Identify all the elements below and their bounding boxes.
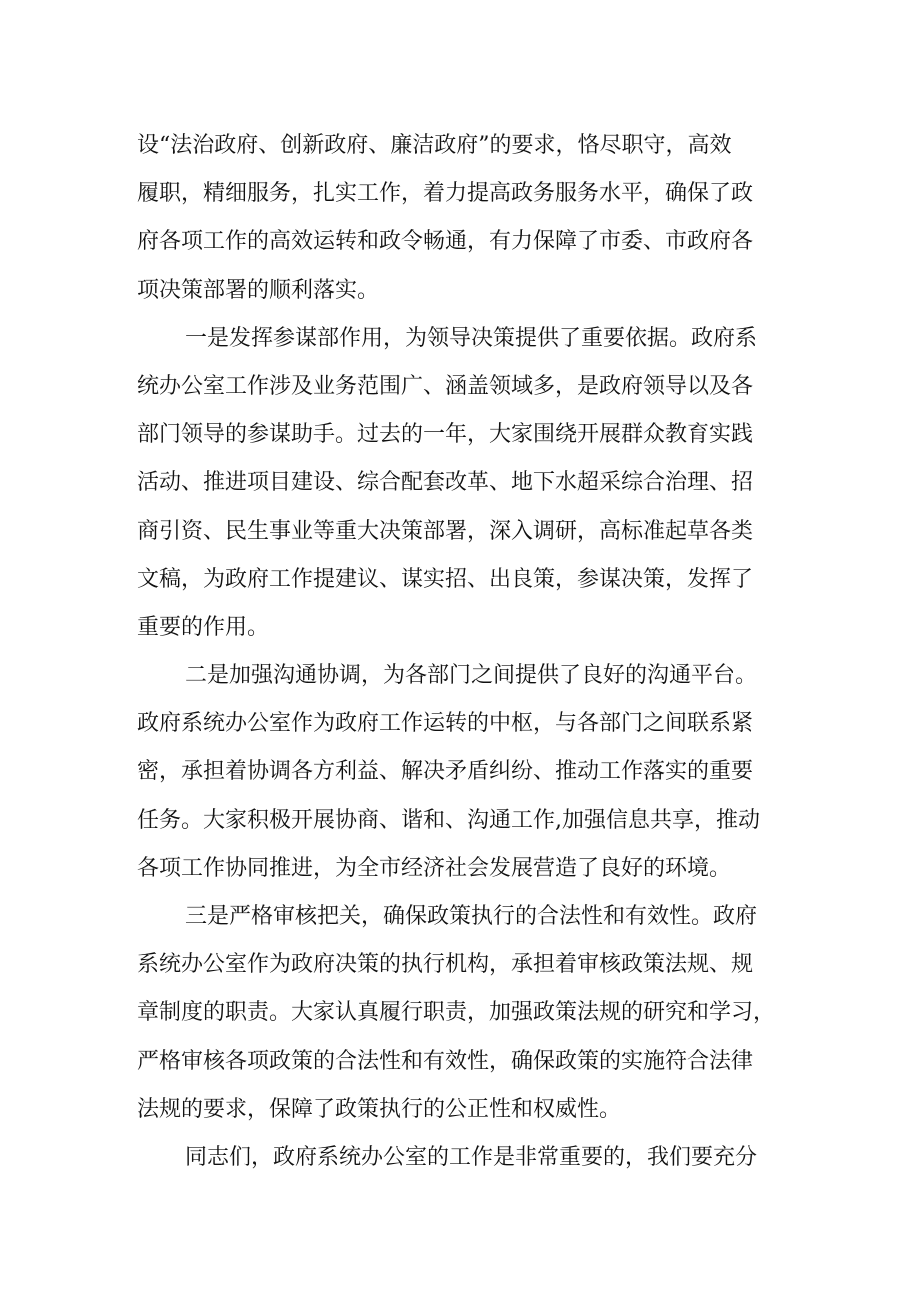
paragraph-line: 府各项工作的高效运转和政令畅通，有力保障了市委、市政府各: [137, 229, 754, 255]
paragraph-line: 法规的要求，保障了政策执行的公正性和权威性。: [137, 1096, 622, 1122]
paragraph-line: 设“法治政府、创新政府、廉洁政府”的要求，恪尽职守，高效: [137, 133, 732, 158]
paragraph-line: 统办公室工作涉及业务范围广、涵盖领域多，是政府领导以及各: [137, 373, 754, 399]
paragraph-line: 商引资、民生事业等重大决策部署，深入调研，高标准起草各类: [137, 518, 754, 544]
paragraph-line: 章制度的职责。大家认真履行职责，加强政策法规的研究和学习，: [137, 1000, 776, 1026]
paragraph-first-line: 同志们，政府系统办公室的工作是非常重要的，我们要充分: [185, 1144, 758, 1170]
paragraph-line: 部门领导的参谋助手。过去的一年，大家围绕开展群众教育实践: [137, 422, 754, 448]
paragraph-line: 密，承担着协调各方利益、解决矛盾纠纷、推动工作落实的重要: [137, 759, 754, 785]
paragraph-line: 履职，精细服务，扎实工作，着力提高政务服务水平，确保了政: [137, 181, 754, 207]
paragraph-line: 政府系统办公室作为政府工作运转的中枢，与各部门之间联系紧: [137, 711, 754, 737]
paragraph-line: 重要的作用。: [137, 614, 270, 640]
paragraph-line: 各项工作协同推进，为全市经济社会发展营造了良好的环境。: [137, 855, 732, 881]
paragraph-first-line: 一是发挥参谋部作用，为领导决策提供了重要依据。政府系: [185, 325, 758, 351]
paragraph-line: 文稿，为政府工作提建议、谋实招、出良策，参谋决策，发挥了: [137, 566, 754, 592]
paragraph-line: 系统办公室作为政府决策的执行机构，承担着审核政策法规、规: [137, 952, 754, 978]
paragraph-first-line: 三是严格审核把关，确保政策执行的合法性和有效性。政府: [185, 904, 758, 929]
paragraph-line: 严格审核各项政策的合法性和有效性，确保政策的实施符合法律: [137, 1048, 754, 1074]
paragraph-line: 任务。大家积极开展协商、谐和、沟通工作,加强信息共享，推动: [137, 807, 760, 833]
paragraph-line: 活动、推进项目建设、综合配套改革、地下水超采综合治理、招: [137, 470, 754, 496]
body-text: [137, 122, 797, 1182]
paragraph-line: 项决策部署的顺利落实。: [137, 277, 380, 303]
paragraph-first-line: 二是加强沟通协调，为各部门之间提供了良好的沟通平台。: [185, 663, 758, 689]
